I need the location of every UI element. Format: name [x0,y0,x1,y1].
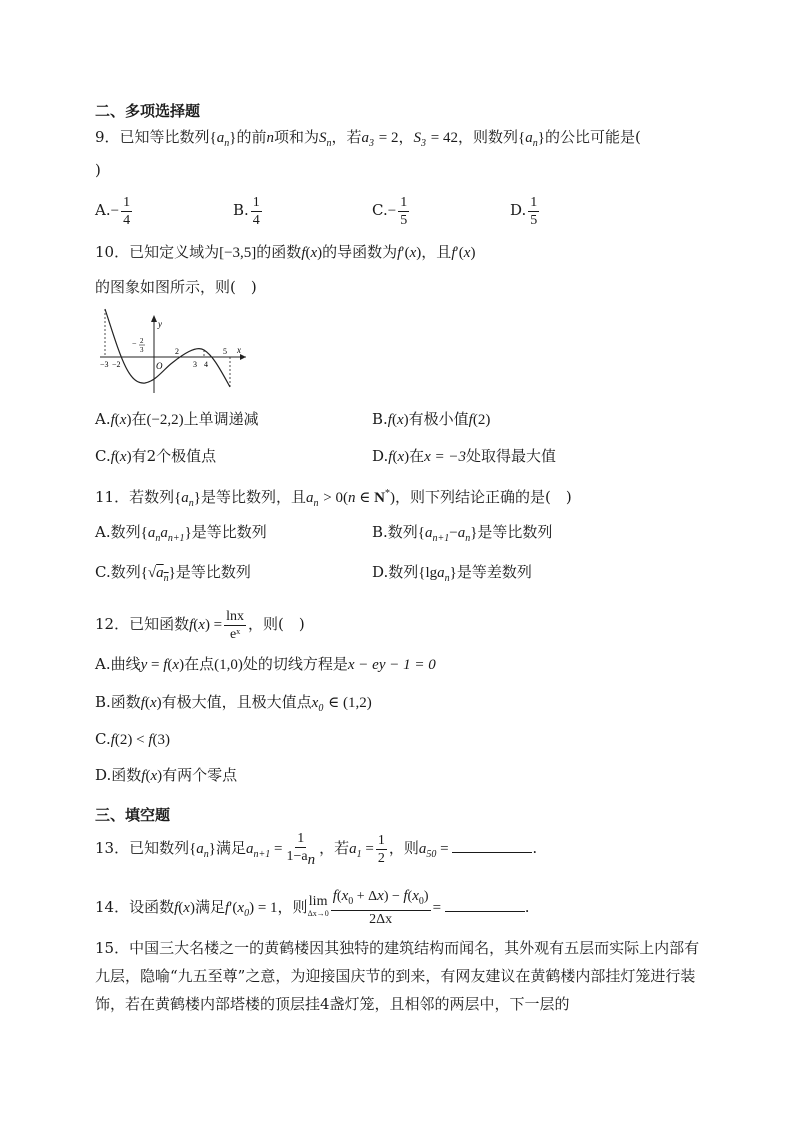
q12-option-d: D.函数f(x)有两个零点 [95,766,238,784]
q12-option-a: A.曲线y = f(x)在点(1,0)处的切线方程是x − ey − 1 = 0 [95,655,436,673]
question-13: 13．已知数列$\{a_n\}$满足$a_{n+1}$ = $\frac{1}{1-a_n}$ ，若$a_1$ = $\frac{1}{2}$ ，则$a_{50}$ = . [95,830,538,868]
q9-option-a: A.− $\frac{1}{4}$ [95,194,131,228]
question-10-stem-line2: 的图象如图所示，则( ) [95,278,257,296]
section-heading-fill-in: 三、填空题 [95,806,171,824]
question-15-text: 15．中国三大名楼之一的黄鹤楼因其独特的建筑结构而闻名，其外观有五层而实际上内部有九层，隐喻“九五至尊”之意，为迎接国庆节的到来，有网友建议在黄鹤楼内部挂灯笼进行装饰，若在黄鹤楼内部塔楼的顶层挂4盏灯笼，且相邻的两层中，下一层的 [95,939,700,1013]
q11-option-a: A.数列$\{a_na_{n+1}\}$是等比数列 [95,523,267,544]
section-heading-multiple-choice: 二、多项选择题 [95,102,201,120]
origin-label: O [156,361,163,371]
tick-label-4: 4 [204,360,208,369]
q12-option-b: B.函数f(x)有极大值，且极大值点$x_0$ ∈ (1,2) [95,693,372,714]
q10-option-c: C.f(x)有2个极值点 [95,447,217,465]
y-axis-arrow [151,315,157,322]
q11-option-b: B.数列$\{a_{n+1}-a_n\}$是等比数列 [372,523,553,544]
q9-option-c: C.− $\frac{1}{5}$ [372,194,408,228]
question-9-stem: 9．已知等比数列$\{a_n\}$的前n项和为$S_n$，若$a_3 = 2$，$S_3 = 42$，则数列$\{a_n\}$的公比可能是( [95,128,641,149]
question-9-close-paren: ) [95,161,101,179]
q9-option-b: B. $\frac{1}{4}$ [233,194,260,228]
question-14: 14．设函数f(x)满足$f'(x_0) = 1$，则 lim Δx→0 $\frac{f(x_0 + \Delta x) - f(x_0)}{2\Delta x}$ = . [95,888,530,927]
tick-label-neg-two-thirds-den: 3 [140,346,144,354]
tick-label-2: 2 [175,347,179,356]
q11-option-d: D.数列{lga$_n$}是等差数列 [372,563,532,584]
x-axis-label: x [237,345,241,355]
q10-option-b: B.f(x)有极小值f(2) [372,410,491,428]
q10-option-d: D.f(x)在x = −3处取得最大值 [372,447,557,465]
question-12-stem: 12．已知函数f(x) = $\frac{\ln x}{\text{eˣ}}$ ，则( ) [95,608,305,642]
question-11-stem: 11．若数列$\{a_n\}$是等比数列，且$a_n > 0(n$ ∈ N*)，则下列结论正确的是( ) [95,488,572,509]
question-10-stem: 10．已知定义域为[−3,5]的函数f(x)的导函数为f′(x)，且f′(x) [95,243,476,261]
tick-label-neg-two-thirds-sign: − [132,339,137,348]
tick-label-neg-two-thirds-num: 2 [140,337,144,345]
y-axis-label: y [158,319,162,329]
q10-option-a: A.f(x)在(−2,2)上单调递减 [95,410,259,428]
tick-label-neg2: −2 [112,360,121,369]
derivative-graph [98,305,250,395]
tick-label-neg3: −3 [100,360,109,369]
tick-label-3: 3 [193,360,197,369]
q9-option-d: D. $\frac{1}{5}$ [510,194,538,228]
answer-blank-14[interactable] [445,897,525,912]
tick-label-5: 5 [223,347,227,356]
answer-blank-13[interactable] [452,838,532,853]
derivative-curve [105,309,230,387]
q12-option-c: C.f(2) < f(3) [95,730,171,748]
q11-option-c: C.数列$\{√a_n\}$是等比数列 [95,563,251,584]
